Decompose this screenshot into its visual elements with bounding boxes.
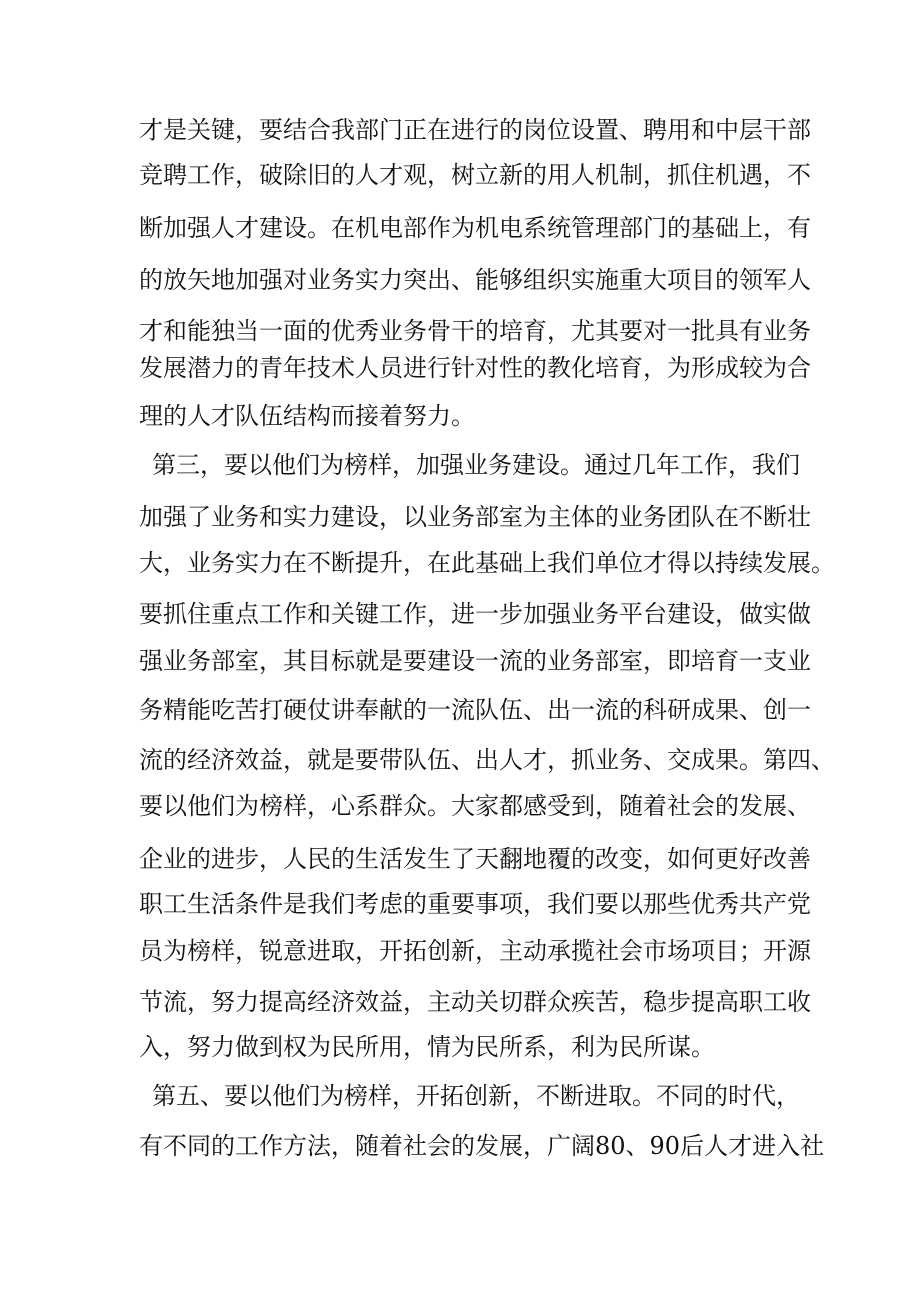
text-line-3: 断加强人才建设。在机电部作为机电系统管理部门的基础上，有 (139, 214, 811, 242)
text-line-10: 大，业务实力在不断提升，在此基础上我们单位才得以持续发展。 (139, 549, 835, 577)
text-line-5: 才和能独当一面的优秀业务骨干的培育，尤其要对一批具有业务 (139, 317, 811, 345)
text-line-8: 第三，要以他们为榜样，加强业务建设。通过几年工作，我们 (152, 451, 800, 479)
text-line-2: 竞聘工作，破除旧的人才观，树立新的用人机制，抓住机遇，不 (139, 161, 811, 189)
text-line-21: 第五、要以他们为榜样，开拓创新，不断进取。不同的时代， (152, 1082, 800, 1110)
text-line-20: 入，努力做到权为民所用，情为民所系，利为民所谋。 (139, 1033, 715, 1061)
text-line-14: 流的经济效益，就是要带队伍、出人才，抓业务、交成果。第四、 (139, 746, 835, 774)
text-line-12: 强业务部室，其目标就是要建设一流的业务部室，即培育一支业 (139, 647, 811, 675)
text-line-16: 企业的进步，人民的生活发生了天翻地覆的改变，如何更好改善 (139, 845, 811, 873)
text-line-11: 要抓住重点工作和关键工作，进一步加强业务平台建设，做实做 (139, 600, 811, 628)
text-line-1: 才是关键，要结合我部门正在进行的岗位设置、聘用和中层干部 (139, 116, 811, 144)
text-line-4: 的放矢地加强对业务实力突出、能够组织实施重大项目的领军人 (139, 266, 811, 294)
text-line-17: 职工生活条件是我们考虑的重要事项，我们要以那些优秀共产党 (139, 890, 811, 918)
text-line-22: 有不同的工作方法，随着社会的发展，广阔80、90后人才进入社 (139, 1132, 825, 1160)
text-line-18: 员为榜样，锐意进取，开拓创新，主动承揽社会市场项目；开源 (139, 937, 811, 965)
text-line-9: 加强了业务和实力建设，以业务部室为主体的业务团队在不断壮 (139, 503, 811, 531)
text-line-15: 要以他们为榜样，心系群众。大家都感受到，随着社会的发展、 (139, 792, 811, 820)
text-line-7: 理的人才队伍结构而接着努力。 (139, 402, 475, 430)
text-line-6: 发展潜力的青年技术人员进行针对性的教化培育，为形成较为合 (139, 354, 811, 382)
text-line-13: 务精能吃苦打硬仗讲奉献的一流队伍、出一流的科研成果、创一 (139, 696, 811, 724)
text-line-19: 节流，努力提高经济效益，主动关切群众疾苦，稳步提高职工收 (139, 988, 811, 1016)
